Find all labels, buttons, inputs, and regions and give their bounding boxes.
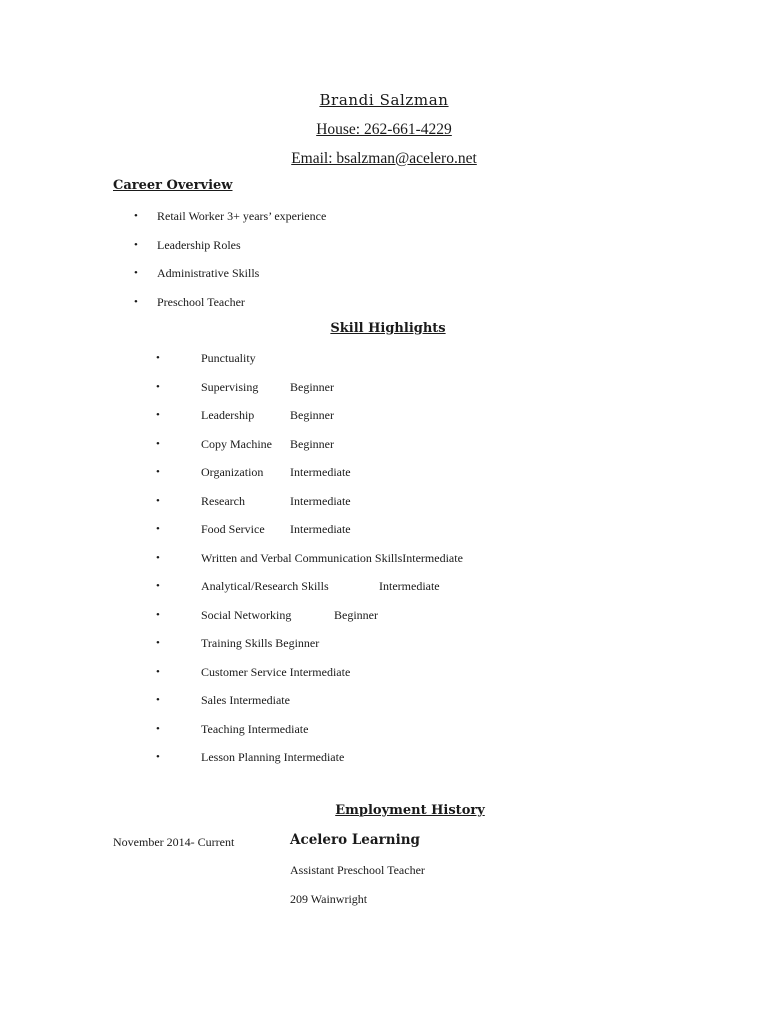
skill-name: Customer Service Intermediate (201, 665, 351, 679)
skill-name: Food Service (201, 522, 265, 536)
skill-name: Social Networking (201, 608, 292, 622)
bullet-icon: • (156, 495, 160, 507)
career-overview-item: Retail Worker 3+ years’ experience (157, 209, 327, 223)
email-line: Email: bsalzman@acelero.net (291, 150, 477, 167)
employment-dates: November 2014- Current (113, 835, 235, 849)
resume-name: Brandi Salzman (319, 91, 449, 109)
skill-name: Analytical/Research Skills (201, 579, 329, 593)
skill-level: Intermediate (290, 522, 351, 536)
skill-level: Intermediate (290, 494, 351, 508)
job-title: Assistant Preschool Teacher (290, 863, 425, 877)
bullet-icon: • (134, 239, 138, 251)
bullet-icon: • (156, 409, 160, 421)
job-address: 209 Wainwright (290, 892, 368, 906)
skill-name: Written and Verbal Communication SkillsIntermediate (201, 551, 463, 565)
bullet-icon: • (156, 352, 160, 364)
skill-name: Sales Intermediate (201, 693, 290, 707)
career-overview-item: Preschool Teacher (157, 295, 245, 309)
bullet-icon: • (156, 381, 160, 393)
skill-level: Beginner (334, 608, 378, 622)
skill-level: Intermediate (290, 465, 351, 479)
skill-name: Lesson Planning Intermediate (201, 750, 345, 764)
bullet-icon: • (134, 296, 138, 308)
bullet-icon: • (156, 552, 160, 564)
bullet-icon: • (156, 694, 160, 706)
bullet-icon: • (156, 438, 160, 450)
bullet-icon: • (156, 723, 160, 735)
bullet-icon: • (156, 580, 160, 592)
skill-name: Training Skills Beginner (201, 636, 320, 650)
bullet-icon: • (156, 637, 160, 649)
skill-name: Copy Machine (201, 437, 272, 451)
career-overview-item: Leadership Roles (157, 238, 241, 252)
bullet-icon: • (156, 666, 160, 678)
skill-name: Teaching Intermediate (201, 722, 309, 736)
career-overview-item: Administrative Skills (157, 266, 260, 280)
phone-line: House: 262-661-4229 (316, 121, 452, 138)
skill-name: Organization (201, 465, 264, 479)
bullet-icon: • (134, 267, 138, 279)
bullet-icon: • (156, 466, 160, 478)
skill-level: Beginner (290, 437, 334, 451)
skill-name: Research (201, 494, 245, 508)
bullet-icon: • (156, 609, 160, 621)
skill-highlights-heading: Skill Highlights (330, 321, 446, 336)
skill-level: Beginner (290, 408, 334, 422)
career-overview-heading: Career Overview (113, 178, 233, 193)
bullet-icon: • (156, 751, 160, 763)
skill-level: Intermediate (379, 579, 440, 593)
employment-history-heading: Employment History (335, 803, 485, 818)
employer-name: Acelero Learning (290, 832, 420, 848)
bullet-icon: • (156, 523, 160, 535)
skill-name: Supervising (201, 380, 259, 394)
skill-level: Beginner (290, 380, 334, 394)
skill-name: Punctuality (201, 351, 256, 365)
skill-name: Leadership (201, 408, 255, 422)
bullet-icon: • (134, 210, 138, 222)
